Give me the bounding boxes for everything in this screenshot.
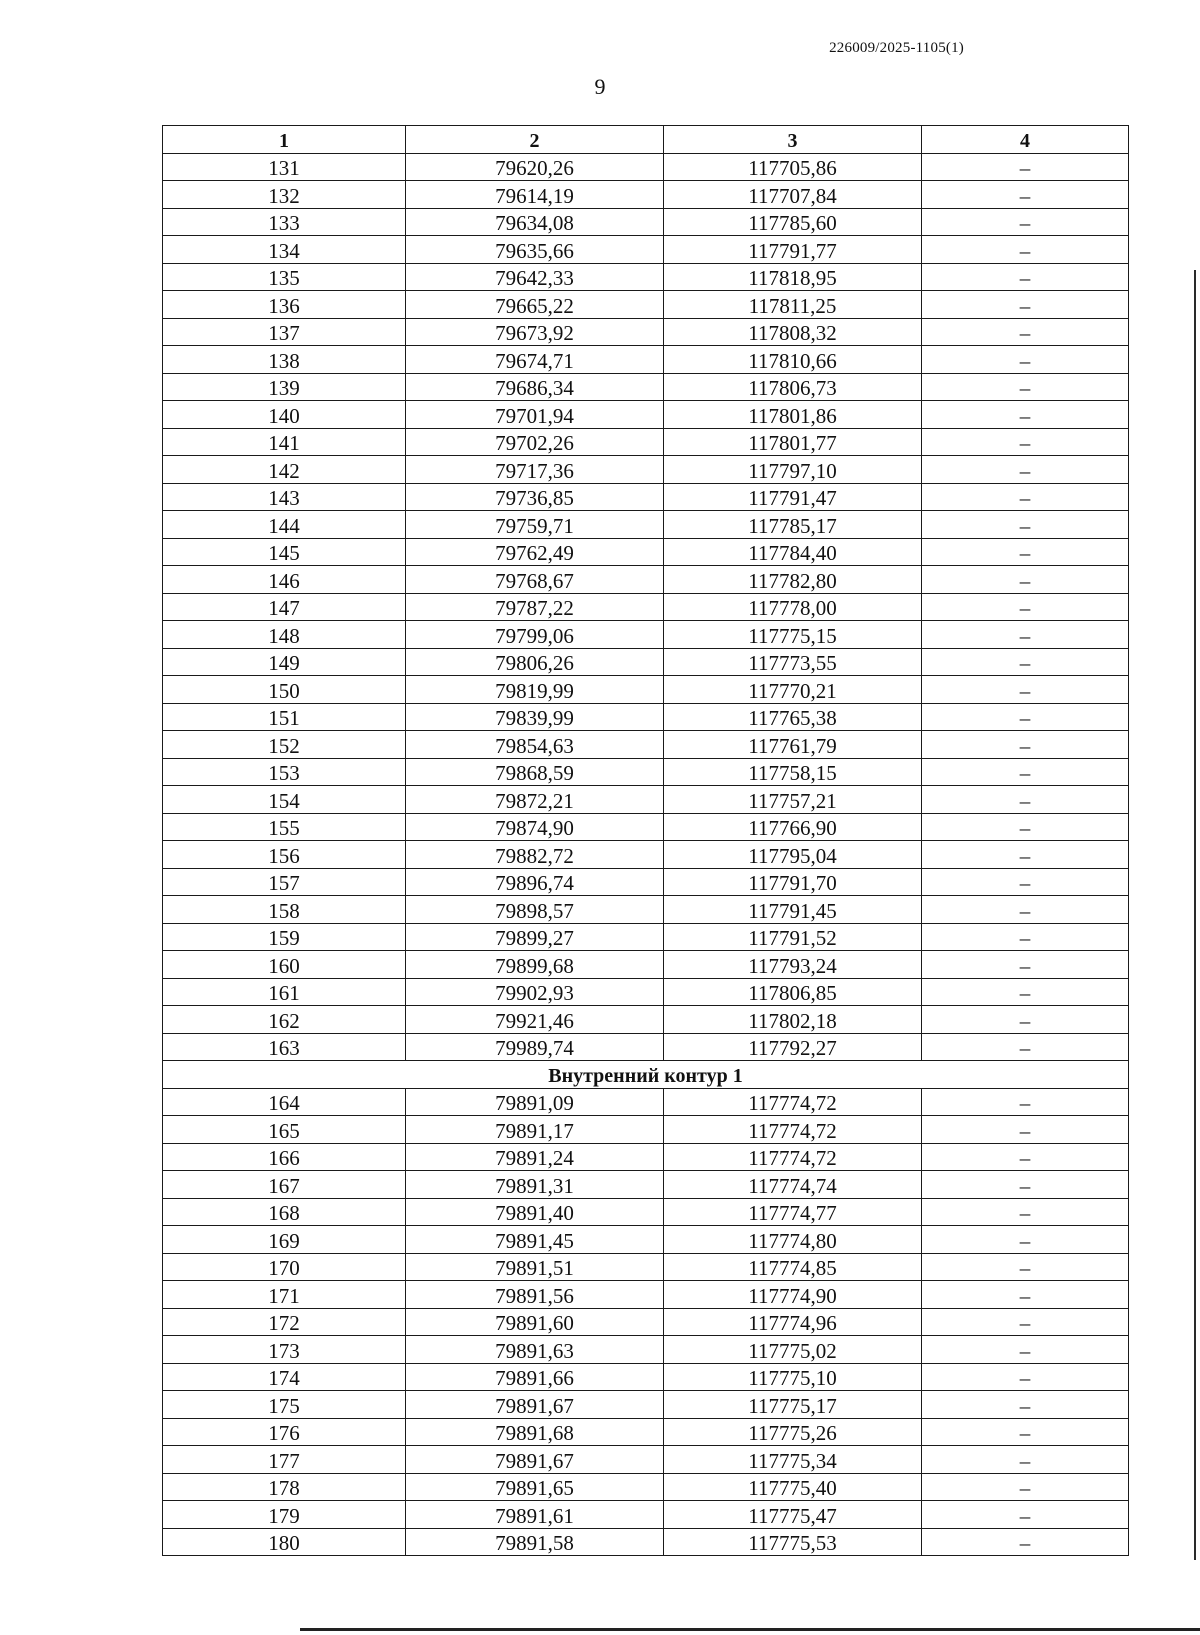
point-number-cell: 162 (163, 1006, 406, 1034)
x-coordinate-cell: 79891,17 (406, 1116, 664, 1144)
note-cell: – (922, 1418, 1129, 1446)
y-coordinate-cell: 117775,10 (664, 1363, 922, 1391)
point-number-cell: 145 (163, 538, 406, 566)
note-cell: – (922, 1171, 1129, 1199)
point-number-cell: 152 (163, 731, 406, 759)
x-coordinate-cell: 79891,58 (406, 1528, 664, 1556)
section-row (163, 1061, 1129, 1089)
y-coordinate-cell: 117775,40 (664, 1473, 922, 1501)
note-cell: – (922, 483, 1129, 511)
y-coordinate-cell: 117770,21 (664, 676, 922, 704)
table-row (163, 923, 1129, 951)
column-header-1: 1 (163, 126, 406, 154)
x-coordinate-cell: 79891,09 (406, 1088, 664, 1116)
note-cell: – (922, 1336, 1129, 1364)
note-cell: – (922, 1033, 1129, 1061)
table-row (163, 181, 1129, 209)
table-row (163, 1528, 1129, 1556)
point-number-cell: 175 (163, 1391, 406, 1419)
x-coordinate-cell: 79891,56 (406, 1281, 664, 1309)
x-coordinate-cell: 79902,93 (406, 978, 664, 1006)
x-coordinate-cell: 79686,34 (406, 373, 664, 401)
x-coordinate-cell: 79891,67 (406, 1391, 664, 1419)
table-header-row (163, 126, 1129, 154)
y-coordinate-cell: 117802,18 (664, 1006, 922, 1034)
table-body-outer-contour (163, 153, 1129, 1061)
table-row (163, 1143, 1129, 1171)
point-number-cell: 166 (163, 1143, 406, 1171)
note-cell: – (922, 978, 1129, 1006)
table-row (163, 428, 1129, 456)
point-number-cell: 140 (163, 401, 406, 429)
x-coordinate-cell: 79642,33 (406, 263, 664, 291)
point-number-cell: 154 (163, 786, 406, 814)
y-coordinate-cell: 117775,02 (664, 1336, 922, 1364)
point-number-cell: 144 (163, 511, 406, 539)
y-coordinate-cell: 117775,47 (664, 1501, 922, 1529)
y-coordinate-cell: 117775,34 (664, 1446, 922, 1474)
note-cell: – (922, 1501, 1129, 1529)
column-header-2: 2 (406, 126, 664, 154)
note-cell: – (922, 1528, 1129, 1556)
note-cell: – (922, 318, 1129, 346)
y-coordinate-cell: 117774,72 (664, 1116, 922, 1144)
table-row (163, 1198, 1129, 1226)
x-coordinate-cell: 79717,36 (406, 456, 664, 484)
note-cell: – (922, 1281, 1129, 1309)
point-number-cell: 142 (163, 456, 406, 484)
table-row (163, 1088, 1129, 1116)
note-cell: – (922, 676, 1129, 704)
point-number-cell: 159 (163, 923, 406, 951)
x-coordinate-cell: 79673,92 (406, 318, 664, 346)
table-row (163, 483, 1129, 511)
note-cell: – (922, 1198, 1129, 1226)
note-cell: – (922, 181, 1129, 209)
note-cell: – (922, 813, 1129, 841)
column-header-3: 3 (664, 126, 922, 154)
table-row (163, 1446, 1129, 1474)
y-coordinate-cell: 117774,72 (664, 1143, 922, 1171)
point-number-cell: 169 (163, 1226, 406, 1254)
y-coordinate-cell: 117791,70 (664, 868, 922, 896)
note-cell: – (922, 263, 1129, 291)
x-coordinate-cell: 79989,74 (406, 1033, 664, 1061)
x-coordinate-cell: 79799,06 (406, 621, 664, 649)
x-coordinate-cell: 79702,26 (406, 428, 664, 456)
point-number-cell: 170 (163, 1253, 406, 1281)
table-row (163, 868, 1129, 896)
x-coordinate-cell: 79806,26 (406, 648, 664, 676)
table-row (163, 1418, 1129, 1446)
x-coordinate-cell: 79872,21 (406, 786, 664, 814)
point-number-cell: 135 (163, 263, 406, 291)
y-coordinate-cell: 117761,79 (664, 731, 922, 759)
x-coordinate-cell: 79891,45 (406, 1226, 664, 1254)
x-coordinate-cell: 79891,40 (406, 1198, 664, 1226)
coordinates-table (162, 125, 1129, 1556)
x-coordinate-cell: 79891,61 (406, 1501, 664, 1529)
note-cell: – (922, 208, 1129, 236)
table-row (163, 841, 1129, 869)
x-coordinate-cell: 79701,94 (406, 401, 664, 429)
x-coordinate-cell: 79891,24 (406, 1143, 664, 1171)
note-cell: – (922, 923, 1129, 951)
y-coordinate-cell: 117707,84 (664, 181, 922, 209)
y-coordinate-cell: 117774,85 (664, 1253, 922, 1281)
x-coordinate-cell: 79896,74 (406, 868, 664, 896)
note-cell: – (922, 538, 1129, 566)
table-row (163, 593, 1129, 621)
table-row (163, 758, 1129, 786)
y-coordinate-cell: 117795,04 (664, 841, 922, 869)
point-number-cell: 137 (163, 318, 406, 346)
table-row (163, 1308, 1129, 1336)
x-coordinate-cell: 79891,68 (406, 1418, 664, 1446)
x-coordinate-cell: 79891,66 (406, 1363, 664, 1391)
x-coordinate-cell: 79759,71 (406, 511, 664, 539)
x-coordinate-cell: 79891,63 (406, 1336, 664, 1364)
point-number-cell: 146 (163, 566, 406, 594)
y-coordinate-cell: 117791,45 (664, 896, 922, 924)
point-number-cell: 132 (163, 181, 406, 209)
y-coordinate-cell: 117801,86 (664, 401, 922, 429)
table-row (163, 1226, 1129, 1254)
point-number-cell: 147 (163, 593, 406, 621)
point-number-cell: 157 (163, 868, 406, 896)
point-number-cell: 176 (163, 1418, 406, 1446)
x-coordinate-cell: 79899,27 (406, 923, 664, 951)
table-row (163, 566, 1129, 594)
note-cell: – (922, 868, 1129, 896)
point-number-cell: 148 (163, 621, 406, 649)
table-row (163, 236, 1129, 264)
x-coordinate-cell: 79674,71 (406, 346, 664, 374)
y-coordinate-cell: 117784,40 (664, 538, 922, 566)
y-coordinate-cell: 117808,32 (664, 318, 922, 346)
note-cell: – (922, 153, 1129, 181)
point-number-cell: 158 (163, 896, 406, 924)
point-number-cell: 163 (163, 1033, 406, 1061)
x-coordinate-cell: 79891,60 (406, 1308, 664, 1336)
note-cell: – (922, 236, 1129, 264)
note-cell: – (922, 428, 1129, 456)
note-cell: – (922, 511, 1129, 539)
document-number: 226009/2025-1105(1) (829, 40, 964, 56)
y-coordinate-cell: 117811,25 (664, 291, 922, 319)
point-number-cell: 167 (163, 1171, 406, 1199)
note-cell: – (922, 1473, 1129, 1501)
x-coordinate-cell: 79839,99 (406, 703, 664, 731)
note-cell: – (922, 1363, 1129, 1391)
point-number-cell: 141 (163, 428, 406, 456)
x-coordinate-cell: 79634,08 (406, 208, 664, 236)
table-row (163, 401, 1129, 429)
table-row (163, 263, 1129, 291)
table-row (163, 1281, 1129, 1309)
y-coordinate-cell: 117793,24 (664, 951, 922, 979)
point-number-cell: 133 (163, 208, 406, 236)
note-cell: – (922, 1006, 1129, 1034)
y-coordinate-cell: 117791,77 (664, 236, 922, 264)
note-cell: – (922, 1253, 1129, 1281)
table-row (163, 1033, 1129, 1061)
table-section-row-group (163, 1061, 1129, 1089)
point-number-cell: 173 (163, 1336, 406, 1364)
table-row (163, 1363, 1129, 1391)
point-number-cell: 150 (163, 676, 406, 704)
x-coordinate-cell: 79891,51 (406, 1253, 664, 1281)
y-coordinate-cell: 117791,47 (664, 483, 922, 511)
table-row (163, 676, 1129, 704)
point-number-cell: 131 (163, 153, 406, 181)
point-number-cell: 134 (163, 236, 406, 264)
y-coordinate-cell: 117818,95 (664, 263, 922, 291)
point-number-cell: 180 (163, 1528, 406, 1556)
x-coordinate-cell: 79787,22 (406, 593, 664, 621)
x-coordinate-cell: 79620,26 (406, 153, 664, 181)
table-row (163, 1116, 1129, 1144)
table-row (163, 786, 1129, 814)
note-cell: – (922, 373, 1129, 401)
x-coordinate-cell: 79882,72 (406, 841, 664, 869)
table-row (163, 318, 1129, 346)
table-row (163, 1501, 1129, 1529)
x-coordinate-cell: 79635,66 (406, 236, 664, 264)
column-header-4: 4 (922, 126, 1129, 154)
point-number-cell: 138 (163, 346, 406, 374)
x-coordinate-cell: 79891,31 (406, 1171, 664, 1199)
y-coordinate-cell: 117810,66 (664, 346, 922, 374)
point-number-cell: 143 (163, 483, 406, 511)
point-number-cell: 172 (163, 1308, 406, 1336)
note-cell: – (922, 291, 1129, 319)
x-coordinate-cell: 79891,67 (406, 1446, 664, 1474)
table-row (163, 621, 1129, 649)
point-number-cell: 174 (163, 1363, 406, 1391)
note-cell: – (922, 401, 1129, 429)
point-number-cell: 136 (163, 291, 406, 319)
note-cell: – (922, 786, 1129, 814)
y-coordinate-cell: 117774,77 (664, 1198, 922, 1226)
y-coordinate-cell: 117797,10 (664, 456, 922, 484)
table-row (163, 1473, 1129, 1501)
coordinates-table-container (162, 125, 1128, 1556)
x-coordinate-cell: 79665,22 (406, 291, 664, 319)
y-coordinate-cell: 117757,21 (664, 786, 922, 814)
y-coordinate-cell: 117801,77 (664, 428, 922, 456)
point-number-cell: 179 (163, 1501, 406, 1529)
table-row (163, 703, 1129, 731)
x-coordinate-cell: 79921,46 (406, 1006, 664, 1034)
y-coordinate-cell: 117774,80 (664, 1226, 922, 1254)
x-coordinate-cell: 79736,85 (406, 483, 664, 511)
note-cell: – (922, 731, 1129, 759)
point-number-cell: 161 (163, 978, 406, 1006)
page-number: 9 (594, 74, 606, 99)
y-coordinate-cell: 117782,80 (664, 566, 922, 594)
point-number-cell: 139 (163, 373, 406, 401)
y-coordinate-cell: 117775,17 (664, 1391, 922, 1419)
y-coordinate-cell: 117806,85 (664, 978, 922, 1006)
y-coordinate-cell: 117778,00 (664, 593, 922, 621)
table-row (163, 813, 1129, 841)
x-coordinate-cell: 79891,65 (406, 1473, 664, 1501)
table-row (163, 896, 1129, 924)
table-row (163, 538, 1129, 566)
x-coordinate-cell: 79762,49 (406, 538, 664, 566)
table-row (163, 1171, 1129, 1199)
note-cell: – (922, 1143, 1129, 1171)
table-body-inner-contour (163, 1088, 1129, 1556)
note-cell: – (922, 621, 1129, 649)
x-coordinate-cell: 79819,99 (406, 676, 664, 704)
point-number-cell: 168 (163, 1198, 406, 1226)
note-cell: – (922, 1391, 1129, 1419)
table-row (163, 291, 1129, 319)
point-number-cell: 171 (163, 1281, 406, 1309)
point-number-cell: 177 (163, 1446, 406, 1474)
note-cell: – (922, 1226, 1129, 1254)
y-coordinate-cell: 117773,55 (664, 648, 922, 676)
y-coordinate-cell: 117705,86 (664, 153, 922, 181)
note-cell: – (922, 1088, 1129, 1116)
y-coordinate-cell: 117792,27 (664, 1033, 922, 1061)
y-coordinate-cell: 117775,53 (664, 1528, 922, 1556)
point-number-cell: 151 (163, 703, 406, 731)
y-coordinate-cell: 117774,90 (664, 1281, 922, 1309)
y-coordinate-cell: 117774,74 (664, 1171, 922, 1199)
note-cell: – (922, 896, 1129, 924)
x-coordinate-cell: 79898,57 (406, 896, 664, 924)
y-coordinate-cell: 117775,26 (664, 1418, 922, 1446)
note-cell: – (922, 1446, 1129, 1474)
table-row (163, 1391, 1129, 1419)
note-cell: – (922, 1116, 1129, 1144)
point-number-cell: 178 (163, 1473, 406, 1501)
x-coordinate-cell: 79614,19 (406, 181, 664, 209)
note-cell: – (922, 758, 1129, 786)
section-label: Внутренний контур 1 (163, 1061, 1129, 1089)
note-cell: – (922, 346, 1129, 374)
x-coordinate-cell: 79874,90 (406, 813, 664, 841)
point-number-cell: 153 (163, 758, 406, 786)
note-cell: – (922, 593, 1129, 621)
x-coordinate-cell: 79768,67 (406, 566, 664, 594)
table-row (163, 1336, 1129, 1364)
table-row (163, 978, 1129, 1006)
table-row (163, 456, 1129, 484)
scan-bottom-line (300, 1628, 1200, 1631)
table-row (163, 373, 1129, 401)
table-row (163, 153, 1129, 181)
table-row (163, 346, 1129, 374)
y-coordinate-cell: 117765,38 (664, 703, 922, 731)
scan-edge-line (1194, 270, 1196, 1560)
note-cell: – (922, 703, 1129, 731)
table-row (163, 1006, 1129, 1034)
point-number-cell: 160 (163, 951, 406, 979)
y-coordinate-cell: 117791,52 (664, 923, 922, 951)
y-coordinate-cell: 117806,73 (664, 373, 922, 401)
table-row (163, 1253, 1129, 1281)
y-coordinate-cell: 117775,15 (664, 621, 922, 649)
note-cell: – (922, 648, 1129, 676)
table-row (163, 648, 1129, 676)
point-number-cell: 156 (163, 841, 406, 869)
point-number-cell: 165 (163, 1116, 406, 1144)
y-coordinate-cell: 117766,90 (664, 813, 922, 841)
y-coordinate-cell: 117774,72 (664, 1088, 922, 1116)
table-row (163, 731, 1129, 759)
y-coordinate-cell: 117774,96 (664, 1308, 922, 1336)
x-coordinate-cell: 79868,59 (406, 758, 664, 786)
point-number-cell: 164 (163, 1088, 406, 1116)
table-row (163, 511, 1129, 539)
table-row (163, 208, 1129, 236)
note-cell: – (922, 841, 1129, 869)
note-cell: – (922, 456, 1129, 484)
x-coordinate-cell: 79899,68 (406, 951, 664, 979)
y-coordinate-cell: 117758,15 (664, 758, 922, 786)
table-row (163, 951, 1129, 979)
point-number-cell: 155 (163, 813, 406, 841)
point-number-cell: 149 (163, 648, 406, 676)
note-cell: – (922, 951, 1129, 979)
y-coordinate-cell: 117785,60 (664, 208, 922, 236)
y-coordinate-cell: 117785,17 (664, 511, 922, 539)
note-cell: – (922, 1308, 1129, 1336)
note-cell: – (922, 566, 1129, 594)
x-coordinate-cell: 79854,63 (406, 731, 664, 759)
